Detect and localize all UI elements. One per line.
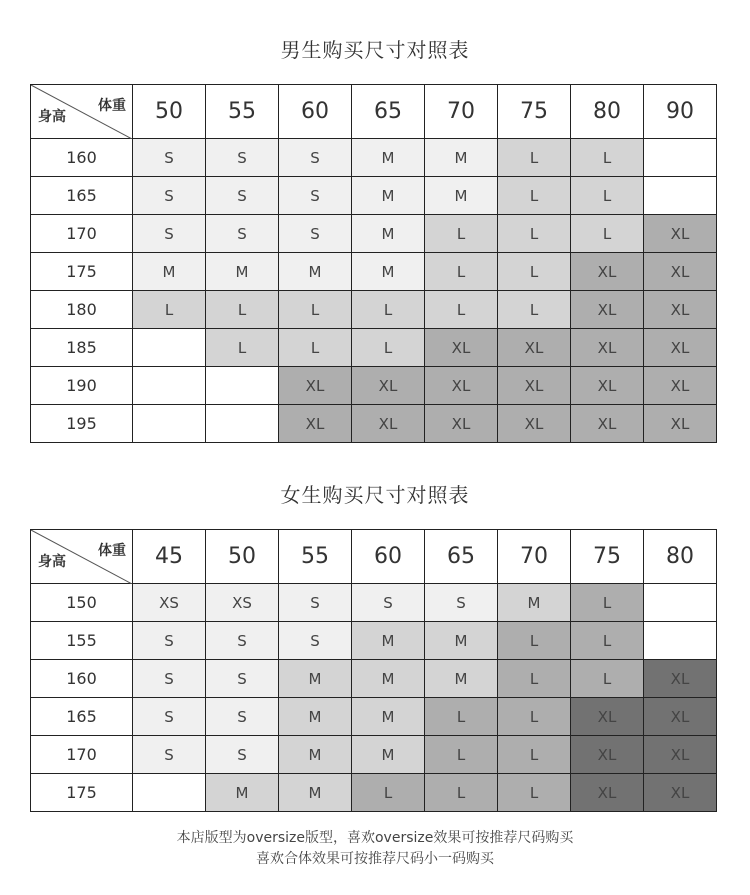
size-cell: L [279,329,352,367]
size-cell: XL [644,253,717,291]
size-cell: L [206,291,279,329]
size-cell: M [279,660,352,698]
table-row [31,774,717,812]
size-cell [133,405,206,443]
height-label: 170 [31,215,133,253]
table-row [31,622,717,660]
size-cell: L [206,329,279,367]
size-cell: S [279,139,352,177]
size-cell: L [571,215,644,253]
height-axis-label: 身高 [38,554,66,570]
size-cell: S [133,736,206,774]
size-cell: XL [425,367,498,405]
size-cell: M [352,698,425,736]
size-cell: M [352,660,425,698]
size-cell: XL [571,736,644,774]
table-row [31,698,717,736]
size-cell: XL [644,774,717,812]
size-cell: XL [644,215,717,253]
size-cell: XL [498,329,571,367]
size-cell: L [498,698,571,736]
size-cell [206,405,279,443]
height-axis-label: 身高 [38,109,66,125]
size-cell: L [425,253,498,291]
size-cell: XL [571,329,644,367]
size-cell: L [498,177,571,215]
size-cell: L [498,660,571,698]
size-cell: M [279,698,352,736]
height-label: 170 [31,736,133,774]
size-cell: XL [644,291,717,329]
size-cell: S [279,215,352,253]
size-cell: XS [206,584,279,622]
size-cell: XL [498,367,571,405]
header-row [31,530,717,584]
weight-header: 75 [498,85,571,139]
size-cell: M [425,177,498,215]
size-cell [133,774,206,812]
size-cell: XL [644,405,717,443]
size-cell: M [279,774,352,812]
size-cell: S [206,215,279,253]
corner-header [31,85,133,139]
weight-header: 80 [571,85,644,139]
size-cell: M [352,253,425,291]
size-cell: L [352,774,425,812]
size-cell: L [571,139,644,177]
table-row [31,177,717,215]
size-cell: L [498,253,571,291]
height-label: 190 [31,367,133,405]
size-cell: M [425,622,498,660]
size-cell: L [571,660,644,698]
size-cell: XL [279,367,352,405]
men-size-chart-title: 男生购买尺寸对照表 [280,38,470,62]
size-cell: S [206,736,279,774]
weight-header: 50 [133,85,206,139]
height-label: 185 [31,329,133,367]
corner-header [31,530,133,584]
weight-header: 60 [279,85,352,139]
size-cell: S [206,698,279,736]
weight-header: 60 [352,530,425,584]
size-cell: XL [425,405,498,443]
height-label: 175 [31,253,133,291]
table-row [31,253,717,291]
size-cell: XL [571,253,644,291]
size-cell: M [279,253,352,291]
size-cell: XL [279,405,352,443]
size-cell: XL [644,698,717,736]
size-cell [133,367,206,405]
size-cell: L [425,291,498,329]
size-cell: L [498,139,571,177]
size-cell: L [279,291,352,329]
weight-header: 55 [206,85,279,139]
size-cell: M [206,774,279,812]
size-cell: XL [571,774,644,812]
weight-axis-label: 体重 [98,98,126,114]
size-cell: S [133,660,206,698]
weight-header: 65 [425,530,498,584]
note-line-2: 喜欢合体效果可按推荐尺码小一码购买 [256,851,494,867]
height-label: 195 [31,405,133,443]
height-label: 180 [31,291,133,329]
size-cell: S [206,177,279,215]
size-cell: S [206,622,279,660]
table-row [31,291,717,329]
size-cell: L [498,622,571,660]
size-cell: L [498,291,571,329]
size-cell: S [425,584,498,622]
table-row [31,139,717,177]
height-label: 160 [31,660,133,698]
weight-axis-label: 体重 [98,543,126,559]
size-cell: XL [644,329,717,367]
size-cell: L [352,291,425,329]
table-row [31,329,717,367]
weight-header: 70 [425,85,498,139]
size-cell: S [133,698,206,736]
size-cell: XL [571,698,644,736]
size-cell [644,584,717,622]
size-cell: L [425,698,498,736]
height-label: 165 [31,698,133,736]
note-line-1: 本店版型为oversize版型，喜欢oversize效果可按推荐尺码购买 [176,830,574,846]
size-cell: S [206,660,279,698]
size-cell: L [571,177,644,215]
size-cell: S [352,584,425,622]
size-cell: S [133,622,206,660]
weight-header: 70 [498,530,571,584]
weight-header: 75 [571,530,644,584]
size-cell: M [352,139,425,177]
size-cell: M [279,736,352,774]
size-cell: S [133,177,206,215]
height-label: 165 [31,177,133,215]
header-row [31,85,717,139]
size-cell: S [133,215,206,253]
table-row [31,367,717,405]
men-size-table [30,84,717,443]
size-cell: L [571,622,644,660]
weight-header: 45 [133,530,206,584]
table-row [31,215,717,253]
table-row [31,584,717,622]
size-cell: M [425,660,498,698]
size-cell: M [352,736,425,774]
size-cell: S [133,139,206,177]
weight-header: 55 [279,530,352,584]
size-cell: S [279,622,352,660]
height-label: 175 [31,774,133,812]
size-cell: M [425,139,498,177]
size-cell: XL [352,367,425,405]
table-row [31,660,717,698]
size-cell: XS [133,584,206,622]
size-cell: XL [425,329,498,367]
size-cell: S [279,584,352,622]
size-cell: M [206,253,279,291]
size-cell: XL [644,736,717,774]
size-cell: L [425,774,498,812]
size-cell: XL [571,405,644,443]
height-label: 150 [31,584,133,622]
height-label: 160 [31,139,133,177]
size-cell: L [498,215,571,253]
table-row [31,405,717,443]
size-cell: M [352,622,425,660]
size-cell: XL [498,405,571,443]
table-row [31,736,717,774]
size-cell: L [498,774,571,812]
size-cell [206,367,279,405]
size-cell: S [206,139,279,177]
size-cell: M [133,253,206,291]
size-cell [644,177,717,215]
size-cell: XL [352,405,425,443]
size-cell: S [279,177,352,215]
size-cell [644,622,717,660]
weight-header: 90 [644,85,717,139]
women-size-table [30,529,717,812]
women-size-chart-title: 女生购买尺寸对照表 [280,483,470,507]
size-cell: M [352,215,425,253]
size-cell: L [571,584,644,622]
size-cell: XL [644,660,717,698]
weight-header: 50 [206,530,279,584]
size-cell: L [498,736,571,774]
size-cell: M [352,177,425,215]
size-cell: M [498,584,571,622]
size-cell [644,139,717,177]
size-cell: L [425,215,498,253]
weight-header: 65 [352,85,425,139]
size-cell: XL [571,367,644,405]
size-cell: L [425,736,498,774]
size-cell: XL [571,291,644,329]
size-cell: XL [644,367,717,405]
height-label: 155 [31,622,133,660]
size-cell: L [352,329,425,367]
size-cell: L [133,291,206,329]
size-cell [133,329,206,367]
weight-header: 80 [644,530,717,584]
